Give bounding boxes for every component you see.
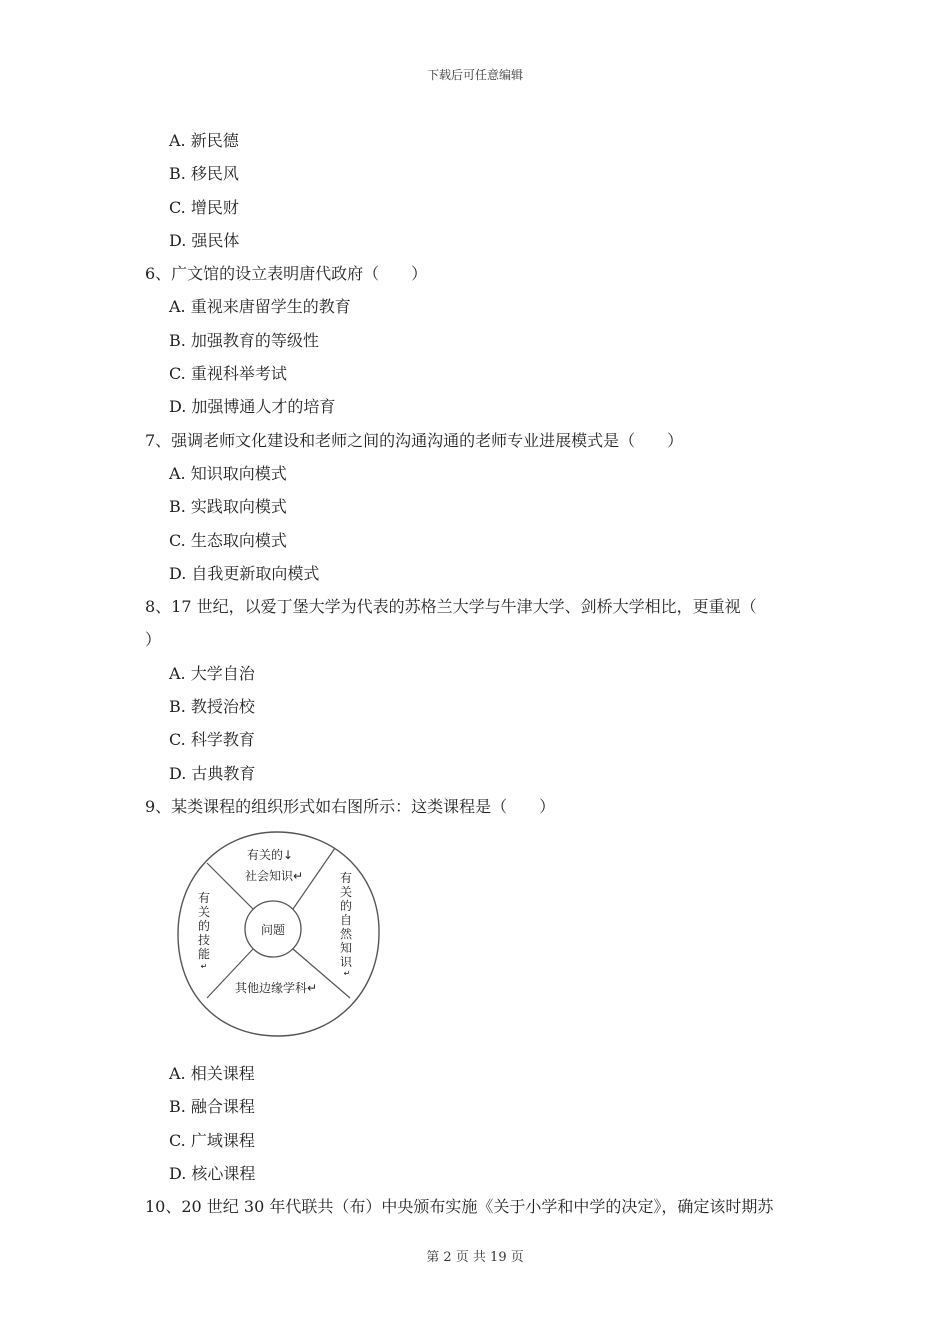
left-char: 有: [197, 891, 211, 905]
q8-option-b: B. 教授治校: [169, 697, 255, 717]
q9-option-b: B. 融合课程: [169, 1097, 255, 1117]
q8-option-a: A. 大学自治: [169, 663, 255, 683]
right-char: 关: [339, 885, 353, 899]
q6-option-c: C. 重视科举考试: [169, 364, 287, 384]
left-char: ↵: [200, 962, 208, 971]
q9-option-c: C. 广域课程: [169, 1130, 255, 1150]
q6-option-b: B. 加强教育的等级性: [169, 330, 319, 350]
q8-option-c: C. 科学教育: [169, 730, 255, 750]
right-label: [340, 871, 353, 978]
q7-option-a: A. 知识取向模式: [169, 463, 287, 483]
right-char: 有: [339, 871, 353, 885]
question-7-stem: 7、强调老师文化建设和老师之间的沟通沟通的老师专业进展模式是（ ）: [145, 430, 684, 450]
option-a: A. 新民德: [169, 131, 239, 150]
bottom-label: 其他边缘学科↵: [234, 981, 318, 995]
left-label: [198, 891, 210, 971]
q8-option-d: D. 古典教育: [169, 763, 256, 783]
right-char: ↵: [343, 969, 351, 978]
right-char: 然: [339, 927, 353, 941]
q6-option-d: D. 加强博通人才的培育: [169, 397, 336, 417]
left-char: 关: [197, 905, 211, 919]
curriculum-diagram: [170, 826, 385, 1041]
option-c: C. 增民财: [169, 197, 239, 217]
question-8-stem-line2: ）: [145, 630, 162, 650]
right-char: 的: [339, 899, 353, 913]
curriculum-diagram-svg: [170, 826, 385, 1041]
center-label: 问题: [260, 923, 286, 937]
question-content: [145, 124, 810, 823]
top-label-line1: 有关的↓: [246, 848, 294, 862]
q7-option-c: C. 生态取向模式: [169, 530, 287, 550]
option-b: B. 移民风: [169, 164, 239, 184]
right-char: 自: [339, 913, 353, 927]
question-8-stem-line1: 8、17 世纪，以爱丁堡大学为代表的苏格兰大学与牛津大学、剑桥大学相比，更重视（: [145, 597, 757, 617]
option-d: D. 强民体: [169, 230, 240, 250]
question-9-options: [145, 1057, 810, 1223]
page-footer: 第 2 页 共 19 页: [426, 1250, 524, 1265]
q7-option-b: B. 实践取向模式: [169, 497, 287, 517]
left-char: 的: [197, 919, 211, 933]
right-char: 识: [339, 955, 353, 969]
q9-option-d: D. 核心课程: [169, 1163, 256, 1183]
top-label-line2: 社会知识↵: [244, 869, 304, 883]
left-char: 技: [197, 933, 211, 947]
question-10-stem: 10、20 世纪 30 年代联共（布）中央颁布实施《关于小学和中学的决定》，确定该时期苏: [145, 1197, 774, 1217]
question-6-stem: 6、广文馆的设立表明唐代政府（ ）: [145, 264, 428, 284]
left-char: 能: [197, 947, 211, 961]
q9-option-a: A. 相关课程: [169, 1064, 255, 1083]
page-header: 下载后可任意编辑: [426, 68, 523, 82]
q6-option-a: A. 重视来唐留学生的教育: [169, 297, 351, 317]
q7-option-d: D. 自我更新取向模式: [169, 563, 320, 583]
question-9-stem: 9、某类课程的组织形式如右图所示：这类课程是（ ）: [145, 796, 556, 816]
right-char: 知: [339, 941, 353, 955]
